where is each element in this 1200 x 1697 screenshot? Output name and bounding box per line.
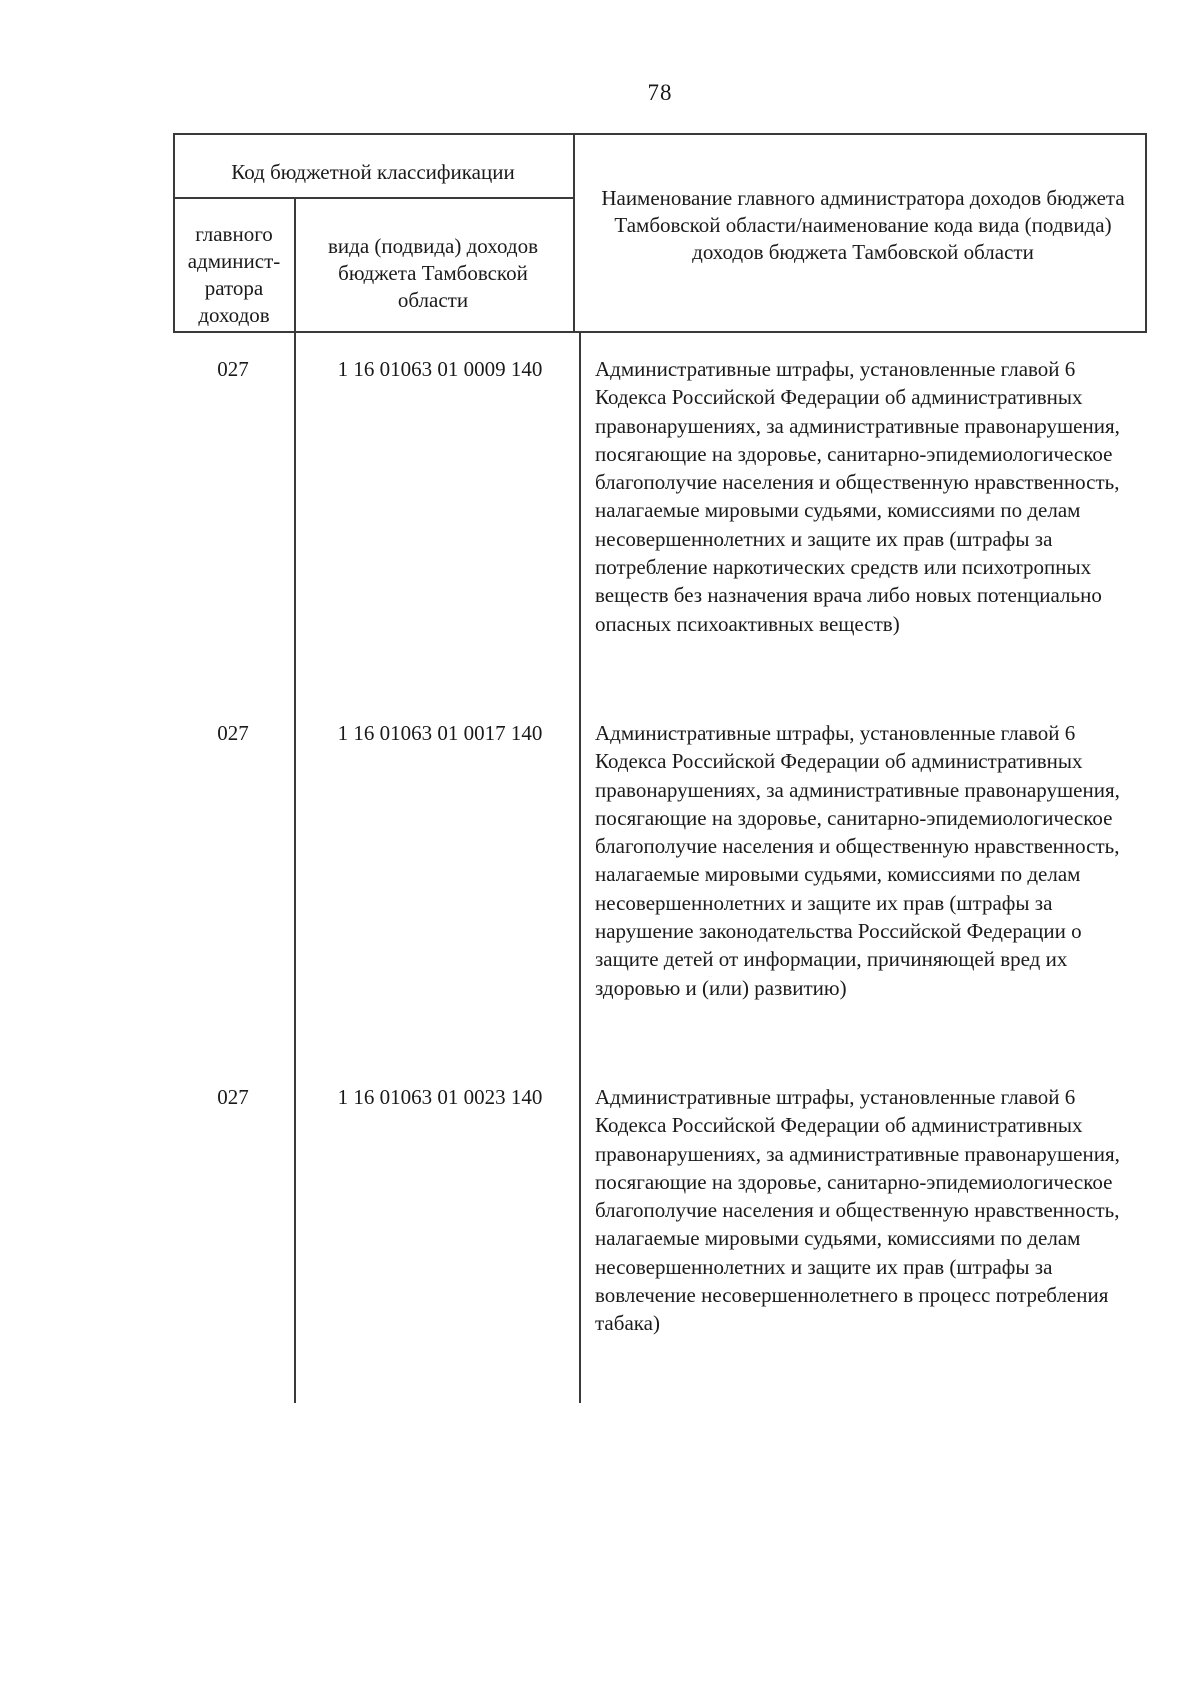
- header-name-label: Наименование главного администратора доходов бюджета Тамбовской области/наименование кода вида (подвида) доходов бюджета Тамбовской области: [601, 186, 1125, 264]
- header-right-border: [1145, 133, 1147, 333]
- header-admin-label: главного админист-ратора доходов: [187, 222, 281, 327]
- revenue-name-cell: Административные штрафы, установленные главой 6 Кодекса Российской Федерации об административных правонарушениях, за административные правонарушения, посягающие на здоровье, санитарно-эпидемиологическое благополучие населения и общественную нравственность, налагаемые мировыми судьями, комиссиями по делам несовершеннолетних и защите их прав (штрафы за нарушение законодательства Российской Федерации о защите детей от информации, причиняющей вред их здоровью и (или) развитию): [595, 721, 1120, 1000]
- page-number: 78: [647, 80, 673, 105]
- table-header: [173, 133, 1147, 333]
- body-divider-name: [579, 333, 581, 1403]
- revenue-code-cell: 1 16 01063 01 0009 140: [337, 357, 543, 381]
- header-subcolumn-divider: [294, 197, 296, 333]
- header-group-divider: [573, 133, 575, 333]
- budget-classification-table: [173, 133, 1147, 1403]
- table-body: [173, 333, 1147, 1403]
- header-code-label: вида (подвида) доходов бюджета Тамбовской области: [328, 234, 538, 312]
- admin-code-cell: 027: [217, 357, 249, 381]
- header-group-label: Код бюджетной классификации: [231, 160, 515, 184]
- admin-code-cell: 027: [217, 1085, 249, 1109]
- revenue-code-cell: 1 16 01063 01 0023 140: [337, 1085, 543, 1109]
- revenue-code-cell: 1 16 01063 01 0017 140: [337, 721, 543, 745]
- body-divider-admin: [294, 333, 296, 1403]
- revenue-name-cell: Административные штрафы, установленные главой 6 Кодекса Российской Федерации об административных правонарушениях, за административные правонарушения, посягающие на здоровье, санитарно-эпидемиологическое благополучие населения и общественную нравственность, налагаемые мировыми судьями, комиссиями по делам несовершеннолетних и защите их прав (штрафы за потребление наркотических средств или психотропных веществ без назначения врача либо новых потенциально опасных психоактивных веществ): [595, 357, 1120, 636]
- header-group-underline: [173, 197, 574, 199]
- revenue-name-cell: Административные штрафы, установленные главой 6 Кодекса Российской Федерации об административных правонарушениях, за административные правонарушения, посягающие на здоровье, санитарно-эпидемиологическое благополучие населения и общественную нравственность, налагаемые мировыми судьями, комиссиями по делам несовершеннолетних и защите их прав (штрафы за вовлечение несовершеннолетнего в процесс потребления табака): [595, 1085, 1120, 1336]
- header-top-border: [173, 133, 1147, 135]
- admin-code-cell: 027: [217, 721, 249, 745]
